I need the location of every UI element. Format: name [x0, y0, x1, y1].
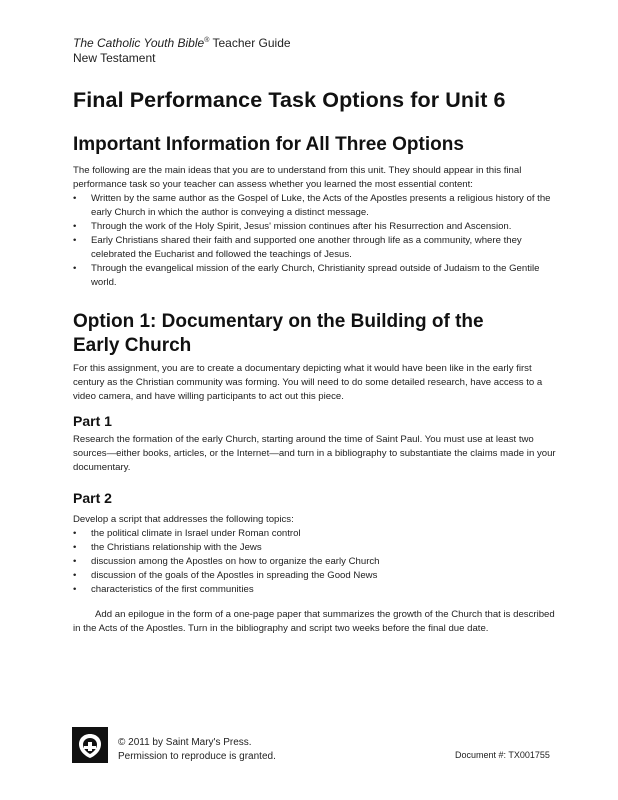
option1-intro: For this assignment, you are to create a documentary depicting what it would have been like in the early first century as the Christian community was forming. You will need to do some detailed research, have access to a video camera, and have willing participants to act out this piece.	[73, 363, 543, 402]
option1-heading	[73, 310, 484, 358]
list-item: • Early Christians shared their faith and supported one another through life as a community, where they celebrated the Eucharist and followed the teachings of Jesus.	[73, 235, 522, 260]
bullet-icon: •	[73, 263, 77, 274]
bullet-icon: •	[73, 570, 77, 581]
document-number: Document #: TX001755	[455, 750, 550, 760]
bullet-icon: •	[73, 235, 77, 246]
part1-text: Research the formation of the early Church, starting around the time of Saint Paul. You must use at least two sources—either books, articles, or the Internet—and turn in a bibliography to substantiate the claims made in your documentary.	[73, 434, 556, 473]
list-item: • discussion among the Apostles on how to organize the early Church	[73, 556, 380, 567]
page-title: Final Performance Task Options for Unit 6	[73, 88, 506, 112]
book-title: The Catholic Youth Bible	[73, 36, 205, 50]
permission-text: Permission to reproduce is granted.	[118, 751, 276, 762]
list-item: • Through the work of the Holy Spirit, Jesus' mission continues after his Resurrection and Ascension.	[73, 221, 512, 232]
copyright-text: © 2011 by Saint Mary's Press.	[118, 737, 252, 748]
list-item: • characteristics of the first communities	[73, 584, 254, 595]
part2-heading: Part 2	[73, 490, 112, 506]
list-item: • the political climate in Israel under Roman control	[73, 528, 301, 539]
footer-copyright	[118, 736, 276, 764]
bullet-icon: •	[73, 528, 77, 539]
saint-marys-press-logo-icon	[72, 727, 108, 763]
bullet-icon: •	[73, 542, 77, 553]
bullet-icon: •	[73, 193, 77, 204]
bullet-icon: •	[73, 221, 77, 232]
option1-heading-line-1: Option 1: Documentary on the Building of the	[73, 311, 484, 332]
guide-label: Teacher Guide	[209, 36, 291, 50]
list-item: • the Christians relationship with the Jews	[73, 542, 262, 553]
header-line-1	[73, 36, 291, 51]
bullet-icon: •	[73, 584, 77, 595]
option1-heading-line-2: Early Church	[73, 335, 192, 356]
important-info-intro: The following are the main ideas that you are to understand from this unit. They should appear in this final performance task so your teacher can assess whether you learned the most essential content:	[73, 165, 522, 190]
bullet-icon: •	[73, 556, 77, 567]
header-subtitle: New Testament	[73, 51, 156, 65]
list-item: • discussion of the goals of the Apostles in spreading the Good News	[73, 570, 378, 581]
part2-topics-list	[73, 527, 557, 597]
part2-intro: Develop a script that addresses the following topics:	[73, 514, 294, 525]
list-item: • Through the evangelical mission of the early Church, Christianity spread outside of Judaism to the Gentile world.	[73, 263, 540, 288]
list-item: • Written by the same author as the Gospel of Luke, the Acts of the Apostles presents a religious history of the early Church in which the author is conveying a distinct message.	[73, 193, 551, 218]
important-info-heading: Important Information for All Three Options	[73, 134, 464, 155]
part2-epilogue: Add an epilogue in the form of a one-page paper that summarizes the growth of the Church that is described in the Acts of the Apostles. Turn in the bibliography and script two weeks before the final due date.	[73, 609, 555, 634]
page-header	[73, 36, 291, 66]
important-info-list	[73, 192, 557, 290]
registered-mark: ®	[204, 37, 210, 44]
part1-heading: Part 1	[73, 413, 112, 429]
